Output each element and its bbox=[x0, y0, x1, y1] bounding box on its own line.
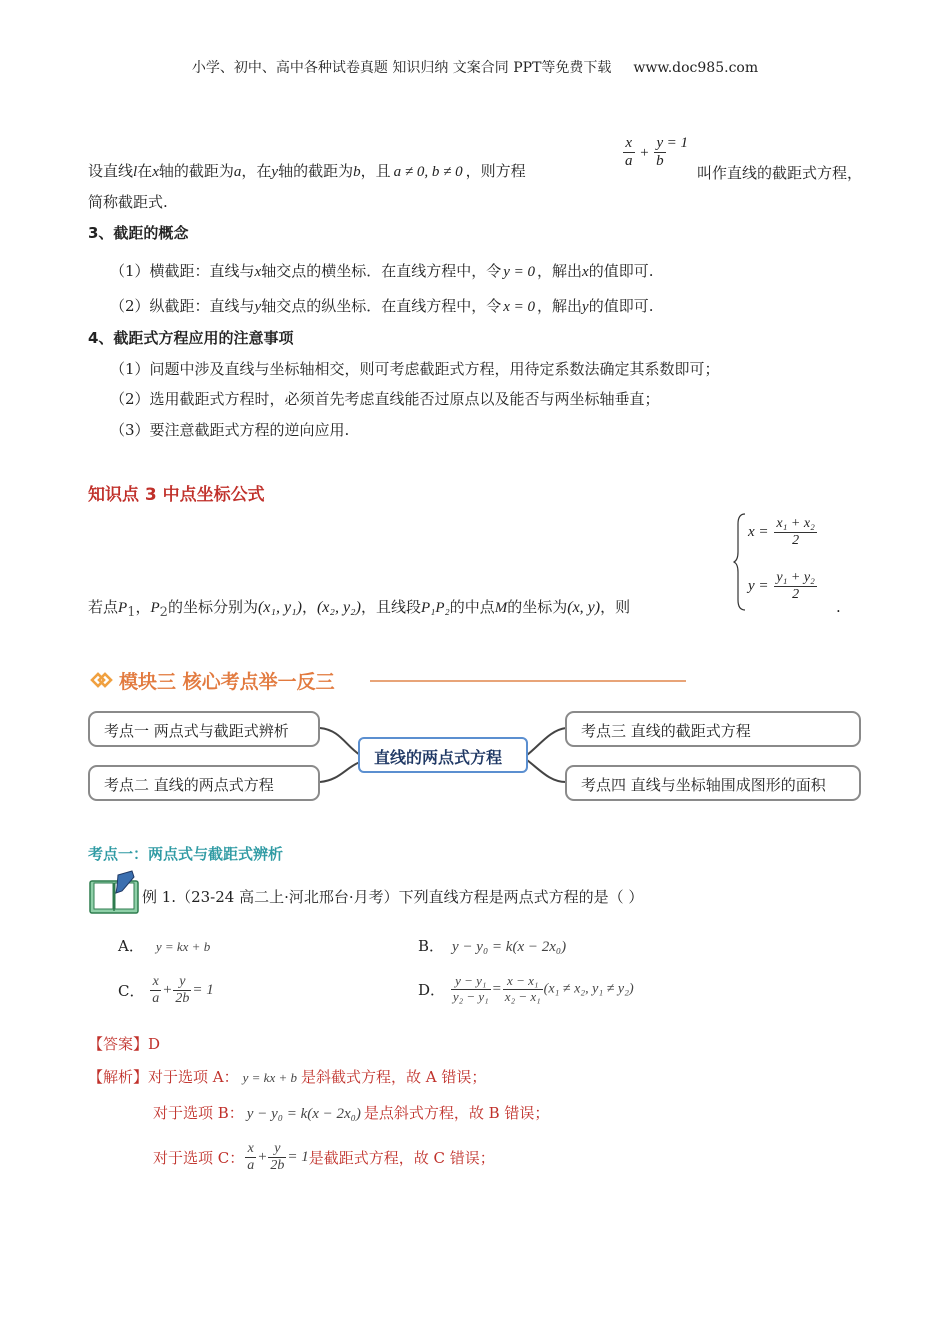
option-a-equation: y = kx + b bbox=[155, 939, 211, 954]
knowledge-point-3-title: 知识点 3 中点坐标公式 bbox=[88, 485, 265, 505]
denominator: 2 bbox=[792, 533, 800, 549]
var-y: y bbox=[254, 299, 262, 315]
text: 轴交点的纵坐标．在直线方程中，令 bbox=[261, 297, 502, 315]
rhs: = 1 bbox=[192, 982, 214, 999]
y-eq: y = bbox=[748, 578, 769, 595]
var-x: x bbox=[254, 264, 262, 280]
numerator: y₁ + y₂ bbox=[774, 570, 817, 587]
coord-3: (x, y) bbox=[567, 599, 601, 616]
fraction bbox=[451, 974, 491, 1005]
equation: x = 0 bbox=[503, 299, 536, 315]
mindmap-node-2[interactable]: 考点二 直线的两点式方程 bbox=[88, 765, 320, 801]
mindmap-center[interactable]: 直线的两点式方程 bbox=[358, 737, 528, 773]
midpoint-y-formula bbox=[748, 570, 818, 603]
section-3-title: 3、截距的概念 bbox=[88, 224, 189, 242]
double-diamond-icon bbox=[90, 670, 114, 690]
fraction-x-a bbox=[623, 135, 635, 171]
text: ，则 bbox=[600, 598, 631, 616]
text: 是截距式方程，故 C 错误； bbox=[308, 1149, 495, 1168]
module-title: 模块三 核心考点举一反三 bbox=[119, 671, 335, 693]
section-4-item: （2）选用截距式方程时，必须首先考虑直线能否过原点以及能否与两坐标轴垂直； bbox=[110, 390, 660, 408]
equation: y − y₀ = k(x − 2x₀) bbox=[246, 1106, 361, 1122]
subscript: 1 bbox=[127, 605, 136, 620]
text: 的值即可. bbox=[588, 297, 654, 315]
section-4-item: （3）要注意截距式方程的逆向应用. bbox=[110, 421, 350, 439]
var-P: P bbox=[150, 600, 160, 616]
text: 的值即可. bbox=[588, 262, 654, 280]
section-3-item-1 bbox=[110, 260, 653, 281]
page-header bbox=[0, 57, 950, 77]
mindmap-node-3[interactable]: 考点三 直线的截距式方程 bbox=[565, 711, 861, 747]
text: ，且线段 bbox=[360, 598, 421, 616]
fraction bbox=[173, 974, 191, 1007]
option-b[interactable] bbox=[418, 935, 566, 956]
var-a: a bbox=[233, 164, 242, 180]
fraction-y bbox=[774, 570, 817, 603]
fraction-x bbox=[774, 516, 817, 549]
numerator: x bbox=[245, 1141, 256, 1158]
var-x: x bbox=[582, 264, 589, 280]
option-label: B． bbox=[418, 937, 445, 955]
var-x: x bbox=[152, 164, 159, 180]
condition: a ≠ 0, b ≠ 0 bbox=[393, 164, 463, 180]
mindmap-node-4[interactable]: 考点四 直线与坐标轴围成图形的面积 bbox=[565, 765, 861, 801]
option-label: A． bbox=[118, 937, 144, 955]
text: （1）横截距：直线与 bbox=[110, 262, 255, 280]
period: . bbox=[836, 598, 841, 616]
text: 轴交点的横坐标．在直线方程中，令 bbox=[261, 262, 502, 280]
fraction bbox=[503, 974, 543, 1005]
rhs: = 1 bbox=[287, 1149, 309, 1166]
numerator: x − x₁ bbox=[503, 974, 543, 990]
analysis-label: 【解析】 bbox=[88, 1068, 149, 1086]
option-d[interactable]: D． $\frac{\text{y − y₁}}{\text{y₂ − y₁}}$ = $\frac{\text{x − x₁}}{\text{x₂ − x₁}}$ (x₁ ≠ x₂, y₁ ≠ y₂) bbox=[418, 973, 634, 1004]
text: 是斜截式方程，故 A 错误； bbox=[300, 1068, 487, 1086]
text: ， bbox=[301, 598, 317, 616]
intercept-equation: $\frac{x}{a}$ + $\frac{y}{b}$ = 1 bbox=[625, 135, 688, 170]
fraction bbox=[245, 1141, 256, 1174]
analysis-c: 对于选项 C： $\frac{x}{a}$ + $\frac{y}{2b}$ = 1是截距式方程，故 C 错误； bbox=[153, 1141, 495, 1174]
var-y: y bbox=[271, 164, 279, 180]
intercept-definition bbox=[88, 160, 526, 181]
header-url[interactable]: www.doc985.com bbox=[633, 60, 759, 76]
equation: y = 0 bbox=[503, 264, 536, 280]
text: （2）纵截距：直线与 bbox=[110, 297, 255, 315]
option-label: D． bbox=[418, 980, 446, 999]
text: 是点斜式方程，故 B 错误； bbox=[363, 1104, 550, 1122]
text: 的坐标分别为 bbox=[167, 598, 258, 616]
text: ， bbox=[135, 598, 151, 616]
brace-icon bbox=[733, 512, 747, 612]
numerator: y − y₁ bbox=[451, 974, 491, 990]
text: 若点 bbox=[88, 598, 119, 616]
text: ，解出 bbox=[537, 297, 583, 315]
text: 对于选项 C： bbox=[153, 1149, 245, 1168]
option-label: C． bbox=[118, 982, 145, 1001]
fraction bbox=[150, 974, 161, 1007]
numerator: y bbox=[268, 1141, 286, 1158]
denominator: 2 bbox=[792, 587, 800, 603]
numerator: x bbox=[150, 974, 161, 991]
option-c[interactable]: C． $\frac{x}{a}$ + $\frac{y}{2b}$ = 1 bbox=[118, 974, 214, 1007]
denominator: 2b bbox=[270, 1158, 285, 1174]
option-b-equation: y − y₀ = k(x − 2x₀) bbox=[452, 939, 567, 955]
text: 轴的截距为 bbox=[278, 162, 354, 180]
analysis-b bbox=[153, 1102, 549, 1123]
coord-2: (x₂, y₂) bbox=[316, 599, 361, 616]
midpoint-formula-text bbox=[88, 596, 630, 620]
fraction bbox=[268, 1141, 286, 1174]
section-3-item-2 bbox=[110, 295, 653, 316]
denominator: x₂ − x₁ bbox=[504, 988, 541, 1004]
denominator: b bbox=[656, 153, 664, 170]
var-M: M bbox=[494, 600, 508, 616]
coord-1: (x₁, y₁) bbox=[257, 599, 302, 616]
kaodian-1-title: 考点一：两点式与截距式辨析 bbox=[88, 845, 284, 863]
answer: 【答案】D bbox=[88, 1035, 161, 1053]
var-P: P bbox=[118, 600, 128, 616]
text: ，解出 bbox=[537, 262, 583, 280]
analysis-a bbox=[88, 1066, 486, 1087]
text: ，在 bbox=[241, 162, 272, 180]
var-l: l bbox=[133, 164, 138, 180]
numerator: y bbox=[173, 974, 191, 991]
subscript: 2 bbox=[159, 605, 168, 620]
condition: (x₁ ≠ x₂, y₁ ≠ y₂) bbox=[543, 981, 634, 997]
text: ，则方程 bbox=[465, 162, 526, 180]
segment: P₁P₂ bbox=[420, 600, 450, 616]
rhs: = 1 bbox=[666, 135, 688, 151]
module-divider bbox=[370, 680, 686, 682]
text: 设直线 bbox=[88, 162, 134, 180]
text: 的坐标为 bbox=[507, 598, 568, 616]
numerator: x bbox=[623, 135, 635, 153]
intercept-def-tail: 叫作直线的截距式方程， bbox=[697, 164, 863, 182]
midpoint-x-formula bbox=[748, 516, 818, 549]
header-text: 小学、初中、高中各种试卷真题 知识归纳 文案合同 PPT等免费下载 bbox=[191, 60, 612, 76]
section-4-item: （1）问题中涉及直线与坐标轴相交，则可考虑截距式方程，用待定系数法确定其系数即可； bbox=[110, 360, 720, 378]
numerator: y bbox=[654, 135, 666, 153]
text: 的中点 bbox=[449, 598, 495, 616]
numerator: x₁ + x₂ bbox=[774, 516, 817, 533]
denominator: a bbox=[247, 1158, 255, 1174]
text: ，且 bbox=[360, 162, 391, 180]
var-b: b bbox=[353, 164, 361, 180]
equation: y = kx + b bbox=[242, 1070, 297, 1085]
text: 轴的截距为 bbox=[158, 162, 234, 180]
text: 对于选项 A： bbox=[148, 1068, 239, 1086]
x-eq: x = bbox=[748, 524, 769, 541]
denominator: 2b bbox=[175, 991, 190, 1007]
text: 在 bbox=[137, 162, 153, 180]
option-a[interactable] bbox=[118, 935, 210, 956]
book-pencil-icon bbox=[88, 869, 140, 915]
denominator: y₂ − y₁ bbox=[452, 988, 489, 1004]
var-y: y bbox=[582, 299, 589, 315]
mindmap-node-1[interactable]: 考点一 两点式与截距式辨析 bbox=[88, 711, 320, 747]
example-1-question: 例 1.（23-24 高二上·河北邢台·月考）下列直线方程是两点式方程的是（ ） bbox=[142, 888, 644, 906]
intercept-def-line2: 简称截距式. bbox=[88, 193, 168, 211]
text: 对于选项 B： bbox=[153, 1104, 244, 1122]
section-4-title: 4、截距式方程应用的注意事项 bbox=[88, 329, 294, 347]
denominator: a bbox=[152, 991, 160, 1007]
denominator: a bbox=[625, 153, 633, 170]
fraction-y-b bbox=[654, 135, 666, 171]
